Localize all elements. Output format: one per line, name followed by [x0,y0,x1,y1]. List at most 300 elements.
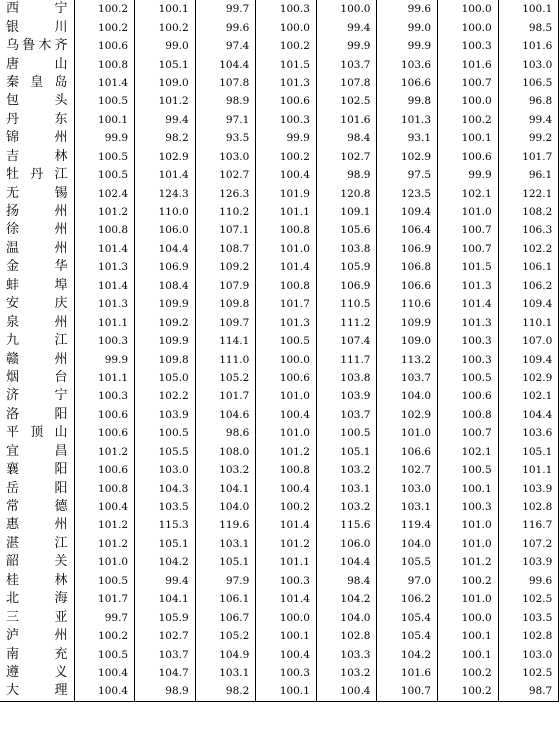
index-value-cell: 101.2 [74,443,135,461]
index-value-cell: 102.2 [498,240,559,258]
index-value-cell: 100.0 [316,0,377,18]
index-value-cell: 100.2 [438,664,499,682]
index-value-cell: 98.9 [316,166,377,184]
index-value-cell: 100.8 [256,461,317,479]
index-value-cell: 106.8 [377,258,438,276]
index-value-cell: 99.4 [135,111,196,129]
table-row [0,313,559,331]
index-value-cell: 106.5 [498,74,559,92]
index-value-cell: 115.6 [316,516,377,534]
index-value-cell: 100.4 [256,645,317,663]
index-value-cell: 103.8 [316,369,377,387]
index-value-cell: 100.3 [74,332,135,350]
index-value-cell: 110.2 [195,203,256,221]
index-value-cell: 103.0 [498,645,559,663]
table-row [0,645,559,663]
index-value-cell: 100.7 [438,240,499,258]
index-value-cell: 104.0 [377,535,438,553]
index-value-cell: 101.9 [256,184,317,202]
city-name-cell: 宜昌 [0,443,74,461]
index-value-cell: 100.5 [74,645,135,663]
index-value-cell: 105.1 [316,443,377,461]
index-value-cell: 104.6 [195,406,256,424]
table-row [0,387,559,405]
index-value-cell: 103.0 [498,55,559,73]
index-value-cell: 100.8 [256,221,317,239]
index-value-cell: 100.2 [135,18,196,36]
index-value-cell: 103.7 [316,55,377,73]
index-value-cell: 116.7 [498,516,559,534]
city-name-cell: 秦皇岛 [0,74,74,92]
index-value-cell: 106.1 [498,258,559,276]
index-value-cell: 101.0 [256,424,317,442]
index-value-cell: 103.5 [135,498,196,516]
index-value-cell: 105.1 [498,443,559,461]
index-value-cell: 100.4 [256,479,317,497]
index-value-cell: 100.0 [438,0,499,18]
index-value-cell: 98.7 [498,682,559,701]
index-value-cell: 100.6 [74,406,135,424]
index-value-cell: 100.7 [377,682,438,701]
index-value-cell: 102.9 [135,148,196,166]
index-value-cell: 100.6 [256,92,317,110]
index-value-cell: 109.4 [498,295,559,313]
index-value-cell: 98.5 [498,18,559,36]
index-value-cell: 100.2 [256,498,317,516]
index-value-cell: 106.6 [377,443,438,461]
index-value-cell: 103.9 [498,479,559,497]
index-value-cell: 100.3 [438,498,499,516]
index-value-cell: 102.7 [377,461,438,479]
index-value-cell: 100.3 [438,350,499,368]
index-value-cell: 103.2 [316,664,377,682]
table-row [0,479,559,497]
index-value-cell: 102.9 [377,148,438,166]
index-value-cell: 111.0 [195,350,256,368]
index-value-cell: 99.9 [74,129,135,147]
index-value-cell: 100.8 [74,221,135,239]
table-row [0,572,559,590]
index-value-cell: 100.1 [256,627,317,645]
index-value-cell: 100.7 [438,221,499,239]
index-value-cell: 100.4 [256,406,317,424]
index-value-cell: 99.9 [377,37,438,55]
index-value-cell: 109.9 [135,295,196,313]
index-value-cell: 97.4 [195,37,256,55]
table-row [0,553,559,571]
index-value-cell: 100.5 [256,332,317,350]
index-value-cell: 101.1 [74,313,135,331]
index-value-cell: 101.2 [74,535,135,553]
index-value-cell: 102.8 [498,627,559,645]
index-value-cell: 109.8 [135,350,196,368]
index-value-cell: 103.0 [195,148,256,166]
index-value-cell: 115.3 [135,516,196,534]
index-value-cell: 100.6 [74,424,135,442]
city-name-cell: 洛阳 [0,406,74,424]
index-value-cell: 104.0 [316,608,377,626]
index-value-cell: 100.5 [74,92,135,110]
index-value-cell: 102.8 [498,498,559,516]
index-value-cell: 101.6 [377,664,438,682]
index-value-cell: 105.0 [135,369,196,387]
index-value-cell: 100.1 [256,682,317,701]
index-value-cell: 100.6 [74,37,135,55]
index-value-cell: 100.1 [74,111,135,129]
index-value-cell: 97.5 [377,166,438,184]
table-row [0,18,559,36]
index-value-cell: 102.7 [316,148,377,166]
index-value-cell: 101.1 [74,369,135,387]
index-value-cell: 103.7 [377,369,438,387]
city-name-cell: 襄阳 [0,461,74,479]
index-value-cell: 100.0 [256,608,317,626]
index-value-cell: 101.7 [74,590,135,608]
city-name-cell: 惠州 [0,516,74,534]
index-value-cell: 109.8 [195,295,256,313]
index-value-cell: 100.5 [74,572,135,590]
city-name-cell: 烟台 [0,369,74,387]
index-value-cell: 104.1 [195,479,256,497]
city-name-cell: 九江 [0,332,74,350]
index-value-cell: 101.0 [438,516,499,534]
index-value-cell: 101.7 [195,387,256,405]
index-value-cell: 103.8 [316,240,377,258]
index-value-cell: 103.9 [135,406,196,424]
table-row [0,461,559,479]
index-value-cell: 99.4 [135,572,196,590]
index-value-cell: 119.6 [195,516,256,534]
index-value-cell: 99.6 [498,572,559,590]
index-value-cell: 105.9 [316,258,377,276]
index-value-cell: 100.2 [438,572,499,590]
index-value-cell: 103.7 [135,645,196,663]
index-value-cell: 101.3 [377,111,438,129]
city-name-cell: 安庆 [0,295,74,313]
index-value-cell: 100.3 [74,387,135,405]
index-value-cell: 100.0 [256,18,317,36]
index-value-cell: 111.7 [316,350,377,368]
index-value-cell: 101.4 [256,258,317,276]
index-value-cell: 100.4 [316,682,377,701]
index-value-cell: 105.4 [377,608,438,626]
index-value-cell: 106.9 [316,277,377,295]
index-value-cell: 100.5 [74,148,135,166]
index-value-cell: 100.4 [256,166,317,184]
index-value-cell: 102.7 [195,166,256,184]
index-value-cell: 101.3 [438,277,499,295]
index-value-cell: 104.3 [135,479,196,497]
index-value-cell: 102.5 [498,590,559,608]
index-value-cell: 103.9 [316,387,377,405]
index-value-cell: 105.4 [377,627,438,645]
index-value-cell: 101.6 [498,37,559,55]
table-row [0,203,559,221]
city-name-cell: 北海 [0,590,74,608]
index-value-cell: 107.9 [195,277,256,295]
index-value-cell: 103.9 [498,553,559,571]
index-value-cell: 101.4 [74,74,135,92]
index-value-cell: 100.2 [438,682,499,701]
index-value-cell: 98.2 [135,129,196,147]
index-value-cell: 105.1 [195,553,256,571]
index-value-cell: 100.3 [256,0,317,18]
index-value-cell: 93.1 [377,129,438,147]
index-value-cell: 99.6 [377,0,438,18]
index-value-cell: 109.2 [135,313,196,331]
index-value-cell: 101.3 [256,74,317,92]
table-row [0,443,559,461]
index-value-cell: 109.4 [498,350,559,368]
index-value-cell: 98.9 [135,682,196,701]
city-name-cell: 岳阳 [0,479,74,497]
index-value-cell: 109.9 [135,332,196,350]
index-value-cell: 124.3 [135,184,196,202]
index-value-cell: 100.5 [135,424,196,442]
index-value-cell: 100.2 [74,0,135,18]
index-value-cell: 106.1 [195,590,256,608]
index-value-cell: 101.1 [256,203,317,221]
index-value-cell: 102.5 [498,664,559,682]
index-value-cell: 98.2 [195,682,256,701]
city-name-cell: 泸州 [0,627,74,645]
table-row [0,148,559,166]
index-value-cell: 109.4 [377,203,438,221]
index-value-cell: 106.2 [377,590,438,608]
index-value-cell: 98.9 [195,92,256,110]
index-value-cell: 113.2 [377,350,438,368]
index-value-cell: 100.2 [256,148,317,166]
index-value-cell: 99.9 [438,166,499,184]
index-value-cell: 101.4 [74,240,135,258]
index-value-cell: 104.2 [316,590,377,608]
city-name-cell: 锦州 [0,129,74,147]
index-value-cell: 100.0 [256,350,317,368]
index-value-cell: 100.1 [135,0,196,18]
index-value-cell: 103.6 [498,424,559,442]
index-value-cell: 102.4 [74,184,135,202]
index-value-cell: 100.0 [438,18,499,36]
city-name-cell: 无锡 [0,184,74,202]
index-value-cell: 99.6 [195,18,256,36]
index-value-cell: 100.1 [438,129,499,147]
index-value-cell: 111.2 [316,313,377,331]
index-value-cell: 103.1 [195,535,256,553]
index-value-cell: 99.4 [498,111,559,129]
index-value-cell: 100.7 [438,424,499,442]
table-row [0,221,559,239]
table-row [0,682,559,701]
index-value-cell: 126.3 [195,184,256,202]
table-row [0,369,559,387]
table-row [0,258,559,276]
index-value-cell: 104.4 [316,553,377,571]
index-value-cell: 96.1 [498,166,559,184]
table-row [0,295,559,313]
index-value-cell: 100.3 [256,664,317,682]
index-value-cell: 109.2 [195,258,256,276]
index-value-cell: 99.0 [135,37,196,55]
table-row [0,111,559,129]
index-value-cell: 101.4 [74,277,135,295]
index-value-cell: 105.9 [135,608,196,626]
index-value-cell: 102.1 [438,443,499,461]
index-value-cell: 101.7 [256,295,317,313]
city-name-cell: 泉州 [0,313,74,331]
index-value-cell: 103.1 [316,479,377,497]
index-value-cell: 105.1 [135,535,196,553]
index-value-cell: 107.1 [195,221,256,239]
index-value-cell: 101.2 [135,92,196,110]
index-value-cell: 101.0 [74,553,135,571]
index-value-cell: 107.0 [498,332,559,350]
index-value-cell: 99.7 [74,608,135,626]
table-row [0,627,559,645]
index-value-cell: 105.5 [135,443,196,461]
city-name-cell: 韶关 [0,553,74,571]
index-value-cell: 101.2 [74,516,135,534]
index-value-cell: 106.6 [377,74,438,92]
index-value-cell: 101.2 [74,203,135,221]
table-row [0,498,559,516]
index-value-cell: 103.7 [316,406,377,424]
index-value-cell: 106.9 [135,258,196,276]
index-value-cell: 110.0 [135,203,196,221]
index-value-cell: 104.0 [377,387,438,405]
index-value-cell: 100.1 [438,645,499,663]
city-name-cell: 丹东 [0,111,74,129]
index-value-cell: 105.2 [195,627,256,645]
index-value-cell: 108.2 [498,203,559,221]
city-name-cell: 桂林 [0,572,74,590]
index-value-cell: 100.2 [74,18,135,36]
index-value-cell: 100.6 [438,148,499,166]
index-value-cell: 100.2 [74,627,135,645]
index-value-cell: 97.9 [195,572,256,590]
index-value-cell: 107.8 [316,74,377,92]
index-value-cell: 100.3 [256,111,317,129]
index-value-cell: 107.8 [195,74,256,92]
index-value-cell: 96.8 [498,92,559,110]
table-row [0,535,559,553]
index-value-cell: 98.4 [316,129,377,147]
index-value-cell: 103.2 [195,461,256,479]
index-value-cell: 99.9 [74,350,135,368]
index-value-cell: 101.0 [438,535,499,553]
index-value-cell: 100.3 [438,332,499,350]
index-value-cell: 97.0 [377,572,438,590]
index-value-cell: 100.2 [438,111,499,129]
table-row [0,516,559,534]
city-name-cell: 银川 [0,18,74,36]
city-name-cell: 三亚 [0,608,74,626]
index-value-cell: 103.2 [316,461,377,479]
index-value-cell: 102.1 [438,184,499,202]
index-value-cell: 106.0 [316,535,377,553]
index-value-cell: 100.8 [438,406,499,424]
index-value-cell: 101.0 [438,590,499,608]
index-value-cell: 100.0 [438,608,499,626]
index-value-cell: 108.4 [135,277,196,295]
index-value-cell: 104.2 [377,645,438,663]
table-row [0,424,559,442]
city-name-cell: 常德 [0,498,74,516]
index-value-cell: 103.2 [316,498,377,516]
city-name-cell: 南充 [0,645,74,663]
index-value-cell: 102.9 [377,406,438,424]
table-row [0,350,559,368]
index-value-cell: 93.5 [195,129,256,147]
index-value-cell: 119.4 [377,516,438,534]
city-name-cell: 徐州 [0,221,74,239]
index-value-cell: 100.1 [438,627,499,645]
index-value-cell: 101.1 [256,553,317,571]
index-value-cell: 101.2 [256,535,317,553]
index-value-cell: 100.2 [256,37,317,55]
table-row [0,74,559,92]
table-row [0,55,559,73]
city-name-cell: 温州 [0,240,74,258]
index-value-cell: 100.6 [256,369,317,387]
index-value-cell: 106.4 [377,221,438,239]
table-row [0,240,559,258]
index-value-cell: 104.7 [135,664,196,682]
index-value-cell: 103.1 [195,664,256,682]
index-value-cell: 102.8 [316,627,377,645]
index-value-cell: 104.4 [135,240,196,258]
index-value-cell: 97.1 [195,111,256,129]
index-value-cell: 101.0 [256,387,317,405]
table-row [0,608,559,626]
index-value-cell: 104.0 [195,498,256,516]
index-value-cell: 103.1 [377,498,438,516]
index-value-cell: 100.3 [256,572,317,590]
index-value-cell: 100.8 [74,479,135,497]
index-value-cell: 101.6 [438,55,499,73]
city-name-cell: 吉林 [0,148,74,166]
index-value-cell: 107.4 [316,332,377,350]
index-value-cell: 106.0 [135,221,196,239]
index-value-cell: 101.1 [498,461,559,479]
index-value-cell: 100.7 [438,74,499,92]
index-value-cell: 120.8 [316,184,377,202]
table-row [0,664,559,682]
index-value-cell: 101.3 [74,295,135,313]
index-value-cell: 122.1 [498,184,559,202]
table-row [0,332,559,350]
index-value-cell: 104.4 [498,406,559,424]
table-row [0,166,559,184]
index-value-cell: 99.4 [316,18,377,36]
index-value-cell: 101.4 [256,516,317,534]
index-value-cell: 102.1 [498,387,559,405]
index-value-cell: 99.7 [195,0,256,18]
index-value-cell: 98.4 [316,572,377,590]
index-value-cell: 108.7 [195,240,256,258]
index-value-cell: 107.2 [498,535,559,553]
city-name-cell: 西宁 [0,0,74,18]
city-name-cell: 牡丹江 [0,166,74,184]
city-name-cell: 遵义 [0,664,74,682]
table-row [0,184,559,202]
index-value-cell: 106.2 [498,277,559,295]
index-value-cell: 110.6 [377,295,438,313]
index-value-cell: 102.9 [498,369,559,387]
index-value-cell: 100.6 [438,387,499,405]
index-value-cell: 110.1 [498,313,559,331]
index-value-cell: 100.4 [74,664,135,682]
index-value-cell: 101.5 [256,55,317,73]
